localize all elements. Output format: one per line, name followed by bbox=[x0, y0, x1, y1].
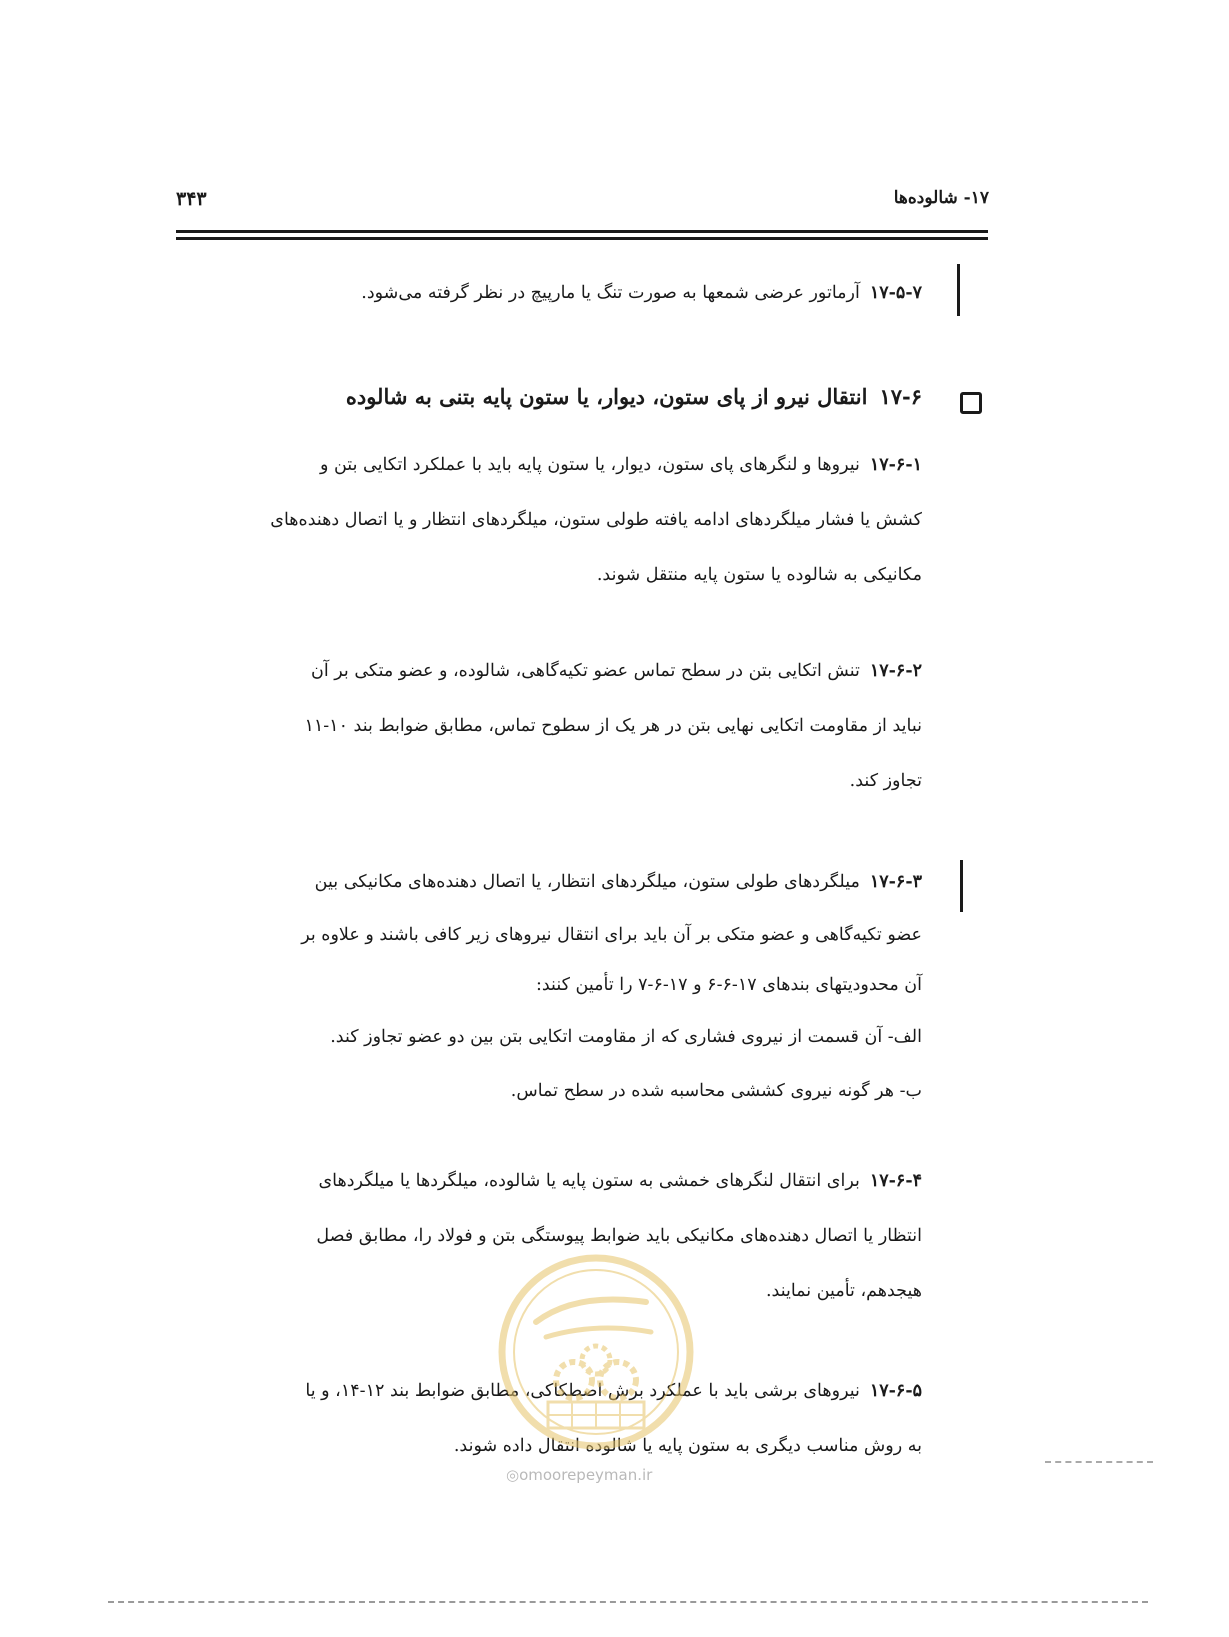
checkbox-square-icon bbox=[960, 392, 982, 414]
header-rule-top bbox=[176, 230, 988, 233]
revision-bar bbox=[960, 860, 963, 912]
revision-bar bbox=[957, 264, 960, 316]
clause-text: آرماتور عرضی شمعها به صورت تنگ یا مارپیچ در نظر گرفته می‌شود. bbox=[361, 283, 860, 303]
clause-17-6-3 bbox=[180, 855, 922, 1118]
clause-number: ۱۷-۶-۴ bbox=[869, 1171, 922, 1191]
clause-line: میلگردهای طولی ستون، میلگردهای انتظار، یا اتصال دهنده‌های مکانیکی بین bbox=[314, 872, 860, 892]
globe-icon: ◎ bbox=[506, 1466, 520, 1484]
header-rule-bottom bbox=[176, 237, 988, 240]
section-title: انتقال نیرو از پای ستون، دیوار، یا ستون پایه بتنی به شالوده bbox=[345, 384, 868, 409]
clause-line: آن محدودیتهای بندهای ۱۷-۶-۶ و ۱۷-۶-۷ را تأمین کنند: bbox=[535, 975, 922, 995]
page-number: ۳۴۳ bbox=[176, 188, 207, 210]
clause-line: تجاوز کند. bbox=[849, 771, 922, 791]
clause-line: کشش یا فشار میلگردهای ادامه یافته طولی ستون، میلگردهای انتظار و یا اتصال دهنده‌های bbox=[270, 510, 922, 530]
clause-line: مکانیکی به شالوده یا ستون پایه منتقل شوند. bbox=[596, 565, 922, 585]
section-heading-17-6 bbox=[250, 384, 922, 409]
clause-number: ۱۷-۵-۷ bbox=[869, 283, 922, 303]
clause-line: هیجدهم، تأمین نمایند. bbox=[765, 1281, 922, 1301]
clause-17-6-1 bbox=[180, 438, 922, 603]
clause-number: ۱۷-۶-۱ bbox=[869, 455, 922, 475]
clause-line: برای انتقال لنگرهای خمشی به ستون پایه یا شالوده، میلگردها یا میلگردهای bbox=[318, 1171, 860, 1191]
scan-artifact-line bbox=[1045, 1461, 1153, 1463]
clause-number: ۱۷-۶-۲ bbox=[869, 661, 922, 681]
clause-17-5-7 bbox=[180, 266, 922, 321]
clause-number: ۱۷-۶-۵ bbox=[869, 1381, 922, 1401]
clause-17-6-2 bbox=[180, 644, 922, 809]
watermark-url: ◎omoorepeyman.ir bbox=[506, 1466, 653, 1484]
clause-line: انتظار یا اتصال دهنده‌های مکانیکی باید ضوابط پیوستگی بتن و فولاد را، مطابق فصل bbox=[316, 1226, 922, 1246]
chapter-title: ۱۷- شالوده‌ها bbox=[893, 188, 989, 208]
clause-item-alef: الف- آن قسمت از نیروی فشاری که از مقاومت اتکایی بتن بین دو عضو تجاوز کند. bbox=[330, 1027, 922, 1047]
clause-item-be: ب- هر گونه نیروی کششی محاسبه شده در سطح تماس. bbox=[510, 1081, 922, 1101]
clause-line: نیروها و لنگرهای پای ستون، دیوار، یا ستون پایه باید با عملکرد اتکایی بتن و bbox=[319, 455, 860, 475]
watermark-seal-logo bbox=[496, 1252, 696, 1452]
scan-artifact-line bbox=[108, 1601, 1148, 1603]
clause-line: به روش مناسب دیگری به ستون پایه یا شالوده انتقال داده شوند. bbox=[453, 1436, 922, 1456]
clause-line: عضو تکیه‌گاهی و عضو متکی بر آن باید برای انتقال نیروهای زیر کافی باشند و علاوه بر bbox=[301, 925, 922, 945]
clause-line: تنش اتکایی بتن در سطح تماس عضو تکیه‌گاهی، شالوده، و عضو متکی بر آن bbox=[310, 661, 860, 681]
section-number: ۱۷-۶ bbox=[879, 384, 922, 409]
clause-line: نیروهای برشی باید با عملکرد برش اصطکاکی، مطابق ضوابط بند ۱۲-۱۴، و یا bbox=[305, 1381, 860, 1401]
clause-line: نباید از مقاومت اتکایی نهایی بتن در هر یک از سطوح تماس، مطابق ضوابط بند ۱۰-۱۱ bbox=[304, 716, 922, 736]
clause-number: ۱۷-۶-۳ bbox=[869, 872, 922, 892]
